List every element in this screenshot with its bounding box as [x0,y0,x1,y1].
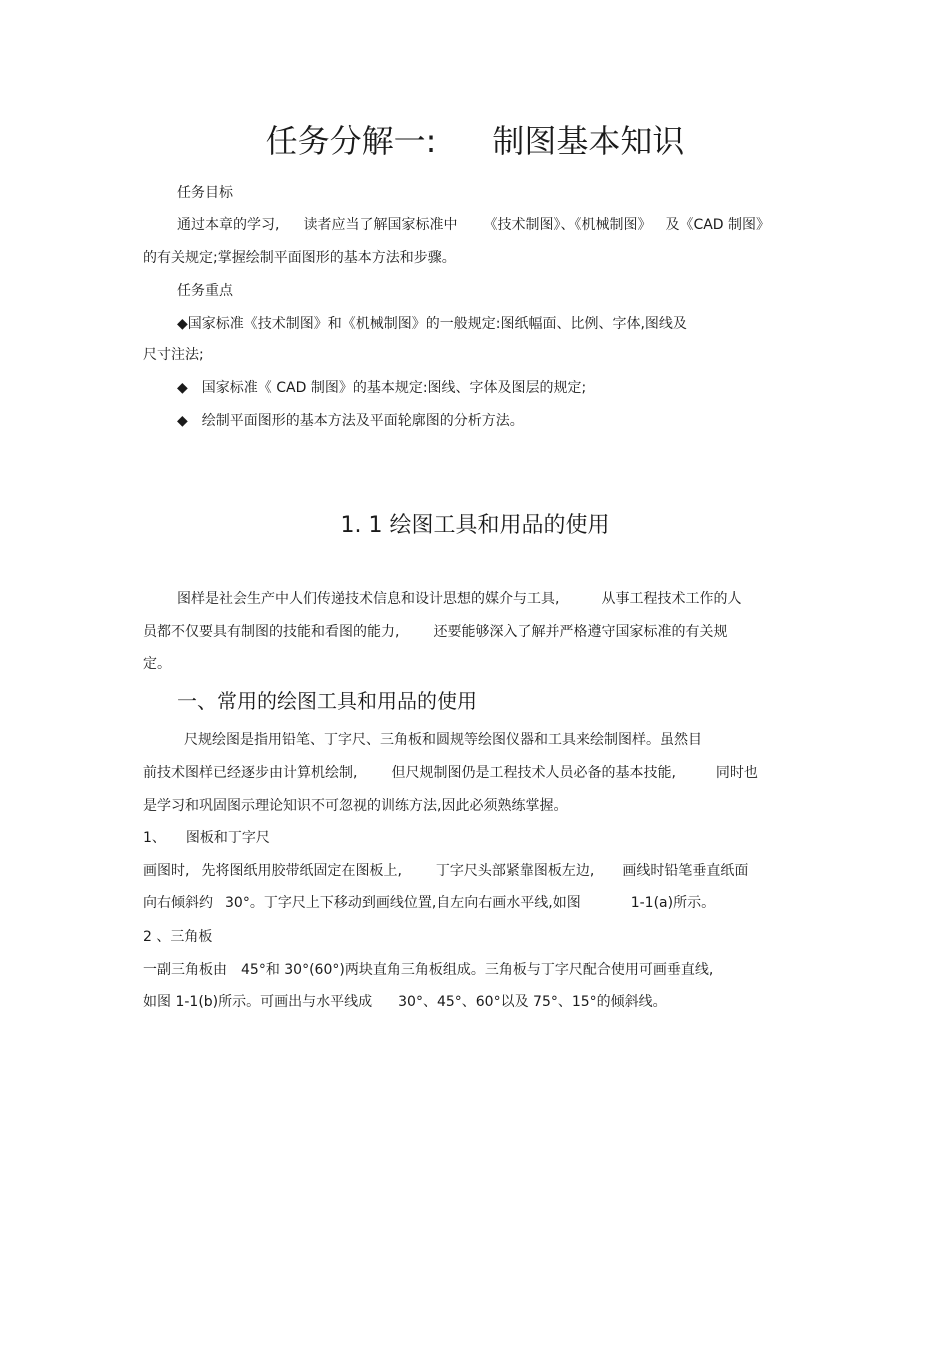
bullet-diamond-icon: ◆ [177,380,188,396]
title-right: 制图基本知识 [492,122,685,160]
intro-line-1: 图样是社会生产中人们传递技术信息和设计思想的媒介与工具, 从事工程技术工作的人 [177,591,742,607]
title-left: 任务分解一: [265,122,437,160]
focus-bullet-3: ◆ 绘制平面图形的基本方法及平面轮廓图的分析方法。 [177,413,524,429]
goal-heading: 任务目标 [177,185,233,201]
subsection-heading: 一、常用的绘图工具和用品的使用 [177,689,477,713]
focus-heading: 任务重点 [177,283,233,299]
item1-line-1: 画图时, 先将图纸用胶带纸固定在图板上, 丁字尺头部紧靠图板左边, 画线时铅笔垂直纸面 [143,863,749,879]
para-line-1: 尺规绘图是指用铅笔、丁字尺、三角板和圆规等绘图仪器和工具来绘制图样。虽然目 [184,732,702,748]
item1-heading: 1、 图板和丁字尺 [143,830,270,846]
intro-line-2: 员都不仅要具有制图的技能和看图的能力, 还要能够深入了解并严格遵守国家标准的有关规 [143,624,728,640]
bullet-diamond-icon: ◆ [177,413,188,429]
goal-line-2: 的有关规定;掌握绘制平面图形的基本方法和步骤。 [143,250,456,266]
item2-line-2: 如图 1-1(b)所示。可画出与水平线成 30°、45°、60°以及 75°、15°的倾斜线。 [143,994,667,1010]
focus-bullet-2: ◆ 国家标准《 CAD 制图》的基本规定:图线、字体及图层的规定; [177,380,587,396]
intro-line-3: 定。 [143,656,171,672]
page-title [0,121,950,161]
item1-line-2: 向右倾斜约 30°。丁字尺上下移动到画线位置,自左向右画水平线,如图 1-1(a)所示。 [143,895,716,911]
para-line-3: 是学习和巩固图示理论知识不可忽视的训练方法,因此必须熟练掌握。 [143,798,568,814]
section-heading: 1. 1 绘图工具和用品的使用 [340,513,610,538]
focus-bullet-1-cont: 尺寸注法; [143,347,204,363]
focus-bullet-1: ◆国家标准《技术制图》和《机械制图》的一般规定:图纸幅面、比例、字体,图线及 [177,316,687,332]
item2-line-1: 一副三角板由 45°和 30°(60°)两块直角三角板组成。三角板与丁字尺配合使用可画垂直线, [143,962,714,978]
para-line-2: 前技术图样已经逐步由计算机绘制, 但尺规制图仍是工程技术人员必备的基本技能, 同时也 [143,765,758,781]
goal-line-1: 通过本章的学习, 读者应当了解国家标准中 《技术制图》、《机械制图》 及《CAD 制图》 [177,217,771,233]
item2-heading: 2 、三角板 [143,929,213,945]
